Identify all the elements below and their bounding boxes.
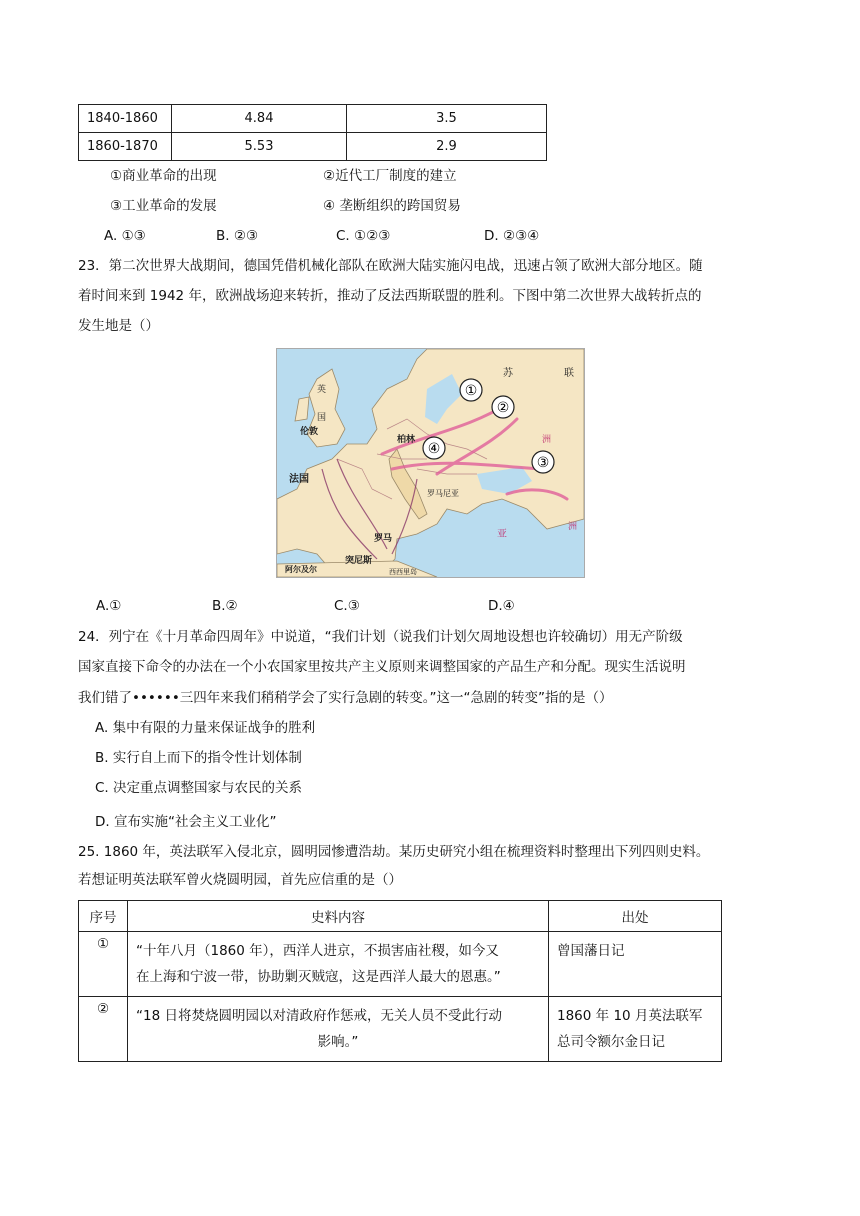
row-content-line: 在上海和宁波一带，协助剿灭贼寇，这是西洋人最大的恩惠。” [136, 969, 501, 985]
row-number: ② [79, 997, 128, 1062]
table-cell: 1840-1860 [79, 105, 172, 133]
row-content [128, 997, 549, 1062]
q24-option-a[interactable]: A. 集中有限的力量来保证战争的胜利 [95, 720, 316, 736]
map-marker-4: ④ [427, 441, 441, 457]
map-label-france: 法国 [289, 474, 309, 485]
map-label-berlin: 柏林 [397, 435, 416, 445]
q24-option-b[interactable]: B. 实行自上而下的指令性计划体制 [95, 750, 302, 766]
table-row [79, 997, 722, 1062]
row-content-line: “十年八月（1860 年），西洋人进京，不损害庙社稷，如今又 [136, 943, 499, 959]
q22-option-a[interactable]: A. ①③ [104, 228, 146, 244]
q24-text-2: 国家直接下命令的办法在一个小农国家里按共产主义原则来调整国家的产品生产和分配。现实生活说明 [78, 659, 686, 675]
map-label-romania: 罗马尼亚 [427, 489, 459, 498]
map-label-london: 伦敦 [300, 427, 319, 437]
q23-text-2: 着时间来到 1942 年，欧洲战场迎来转折，推动了反法西斯联盟的胜利。下图中第二次世界大战转折点的 [78, 288, 702, 304]
data-table [78, 104, 547, 161]
map-label-sicily: 西西里岛 [389, 568, 417, 576]
q24-text-3: 我们错了••••••三四年来我们稍稍学会了实行急剧的转变。”这一“急剧的转变”指的是（） [78, 690, 613, 706]
q23-option-c[interactable]: C.③ [334, 598, 360, 614]
europe-wwii-map [276, 348, 585, 578]
row-source [549, 932, 722, 997]
map-marker-1: ① [464, 383, 478, 399]
q23-option-b[interactable]: B.② [212, 598, 238, 614]
row-source-line: 总司令额尔金日记 [557, 1034, 665, 1050]
table-cell: 1860-1870 [79, 133, 172, 161]
map-label-su: 苏 [503, 368, 513, 379]
row-content-line: “18 日将焚烧圆明园以对清政府作惩戒，无关人员不受此行动 [136, 1008, 502, 1024]
q22-item-3: ③工业革命的发展 [110, 198, 217, 214]
table-row [79, 105, 547, 133]
q25-text-1: 25. 1860 年，英法联军入侵北京，圆明园惨遭浩劫。某历史研究小组在梳理资料时整理出下列四则史料。 [78, 844, 710, 860]
map-label-zhou-2: 洲 [568, 522, 578, 532]
q22-option-c[interactable]: C. ①②③ [336, 228, 391, 244]
map-label-guo: 国 [317, 413, 327, 423]
q23-text-3: 发生地是（） [78, 318, 159, 334]
map-marker-3: ③ [536, 455, 550, 471]
row-content [128, 932, 549, 997]
row-source [549, 997, 722, 1062]
map-label-algiers: 阿尔及尔 [285, 565, 317, 574]
q24-option-d[interactable]: D. 宣布实施“社会主义工业化” [95, 814, 277, 830]
row-number: ① [79, 932, 128, 997]
table-cell: 2.9 [347, 133, 547, 161]
q22-item-2: ②近代工厂制度的建立 [323, 168, 457, 184]
table-cell: 3.5 [347, 105, 547, 133]
q22-option-b[interactable]: B. ②③ [216, 228, 259, 244]
map-marker-2: ② [496, 400, 510, 416]
q22-item-4: ④ 垄断组织的跨国贸易 [323, 198, 461, 214]
map-graphic [277, 349, 584, 577]
header-content: 史料内容 [128, 901, 549, 932]
table-cell: 4.84 [172, 105, 347, 133]
map-label-ying: 英 [317, 385, 327, 395]
q24-text-1: 24．列宁在《十月革命四周年》中说道，“我们计划（说我们计划欠周地设想也许较确切）用无产阶级 [78, 629, 683, 645]
q23-option-d[interactable]: D.④ [488, 598, 515, 614]
table-header-row [79, 901, 722, 932]
table-row [79, 932, 722, 997]
row-source-line: 1860 年 10 月英法联军 [557, 1008, 703, 1024]
table-cell: 5.53 [172, 133, 347, 161]
source-table [78, 900, 722, 1062]
q23-option-a[interactable]: A.① [96, 598, 122, 614]
q22-option-d[interactable]: D. ②③④ [484, 228, 540, 244]
q25-text-2: 若想证明英法联军曾火烧圆明园，首先应信重的是（） [78, 872, 402, 888]
q23-text-1: 23．第二次世界大战期间，德国凭借机械化部队在欧洲大陆实施闪电战，迅速占领了欧洲大部分地区。随 [78, 258, 703, 274]
map-label-zhou-1: 洲 [542, 435, 552, 445]
header-source: 出处 [549, 901, 722, 932]
map-label-ya: 亚 [497, 529, 507, 540]
map-label-rome: 罗马 [374, 534, 393, 544]
map-label-lian: 联 [564, 368, 574, 379]
header-number: 序号 [79, 901, 128, 932]
row-source-line: 曾国藩日记 [557, 943, 625, 959]
map-label-tunis: 突尼斯 [345, 556, 373, 566]
table-row [79, 133, 547, 161]
q22-item-1: ①商业革命的出现 [110, 168, 217, 184]
row-content-line: 影响。” [317, 1034, 359, 1050]
q24-option-c[interactable]: C. 决定重点调整国家与农民的关系 [95, 780, 303, 796]
